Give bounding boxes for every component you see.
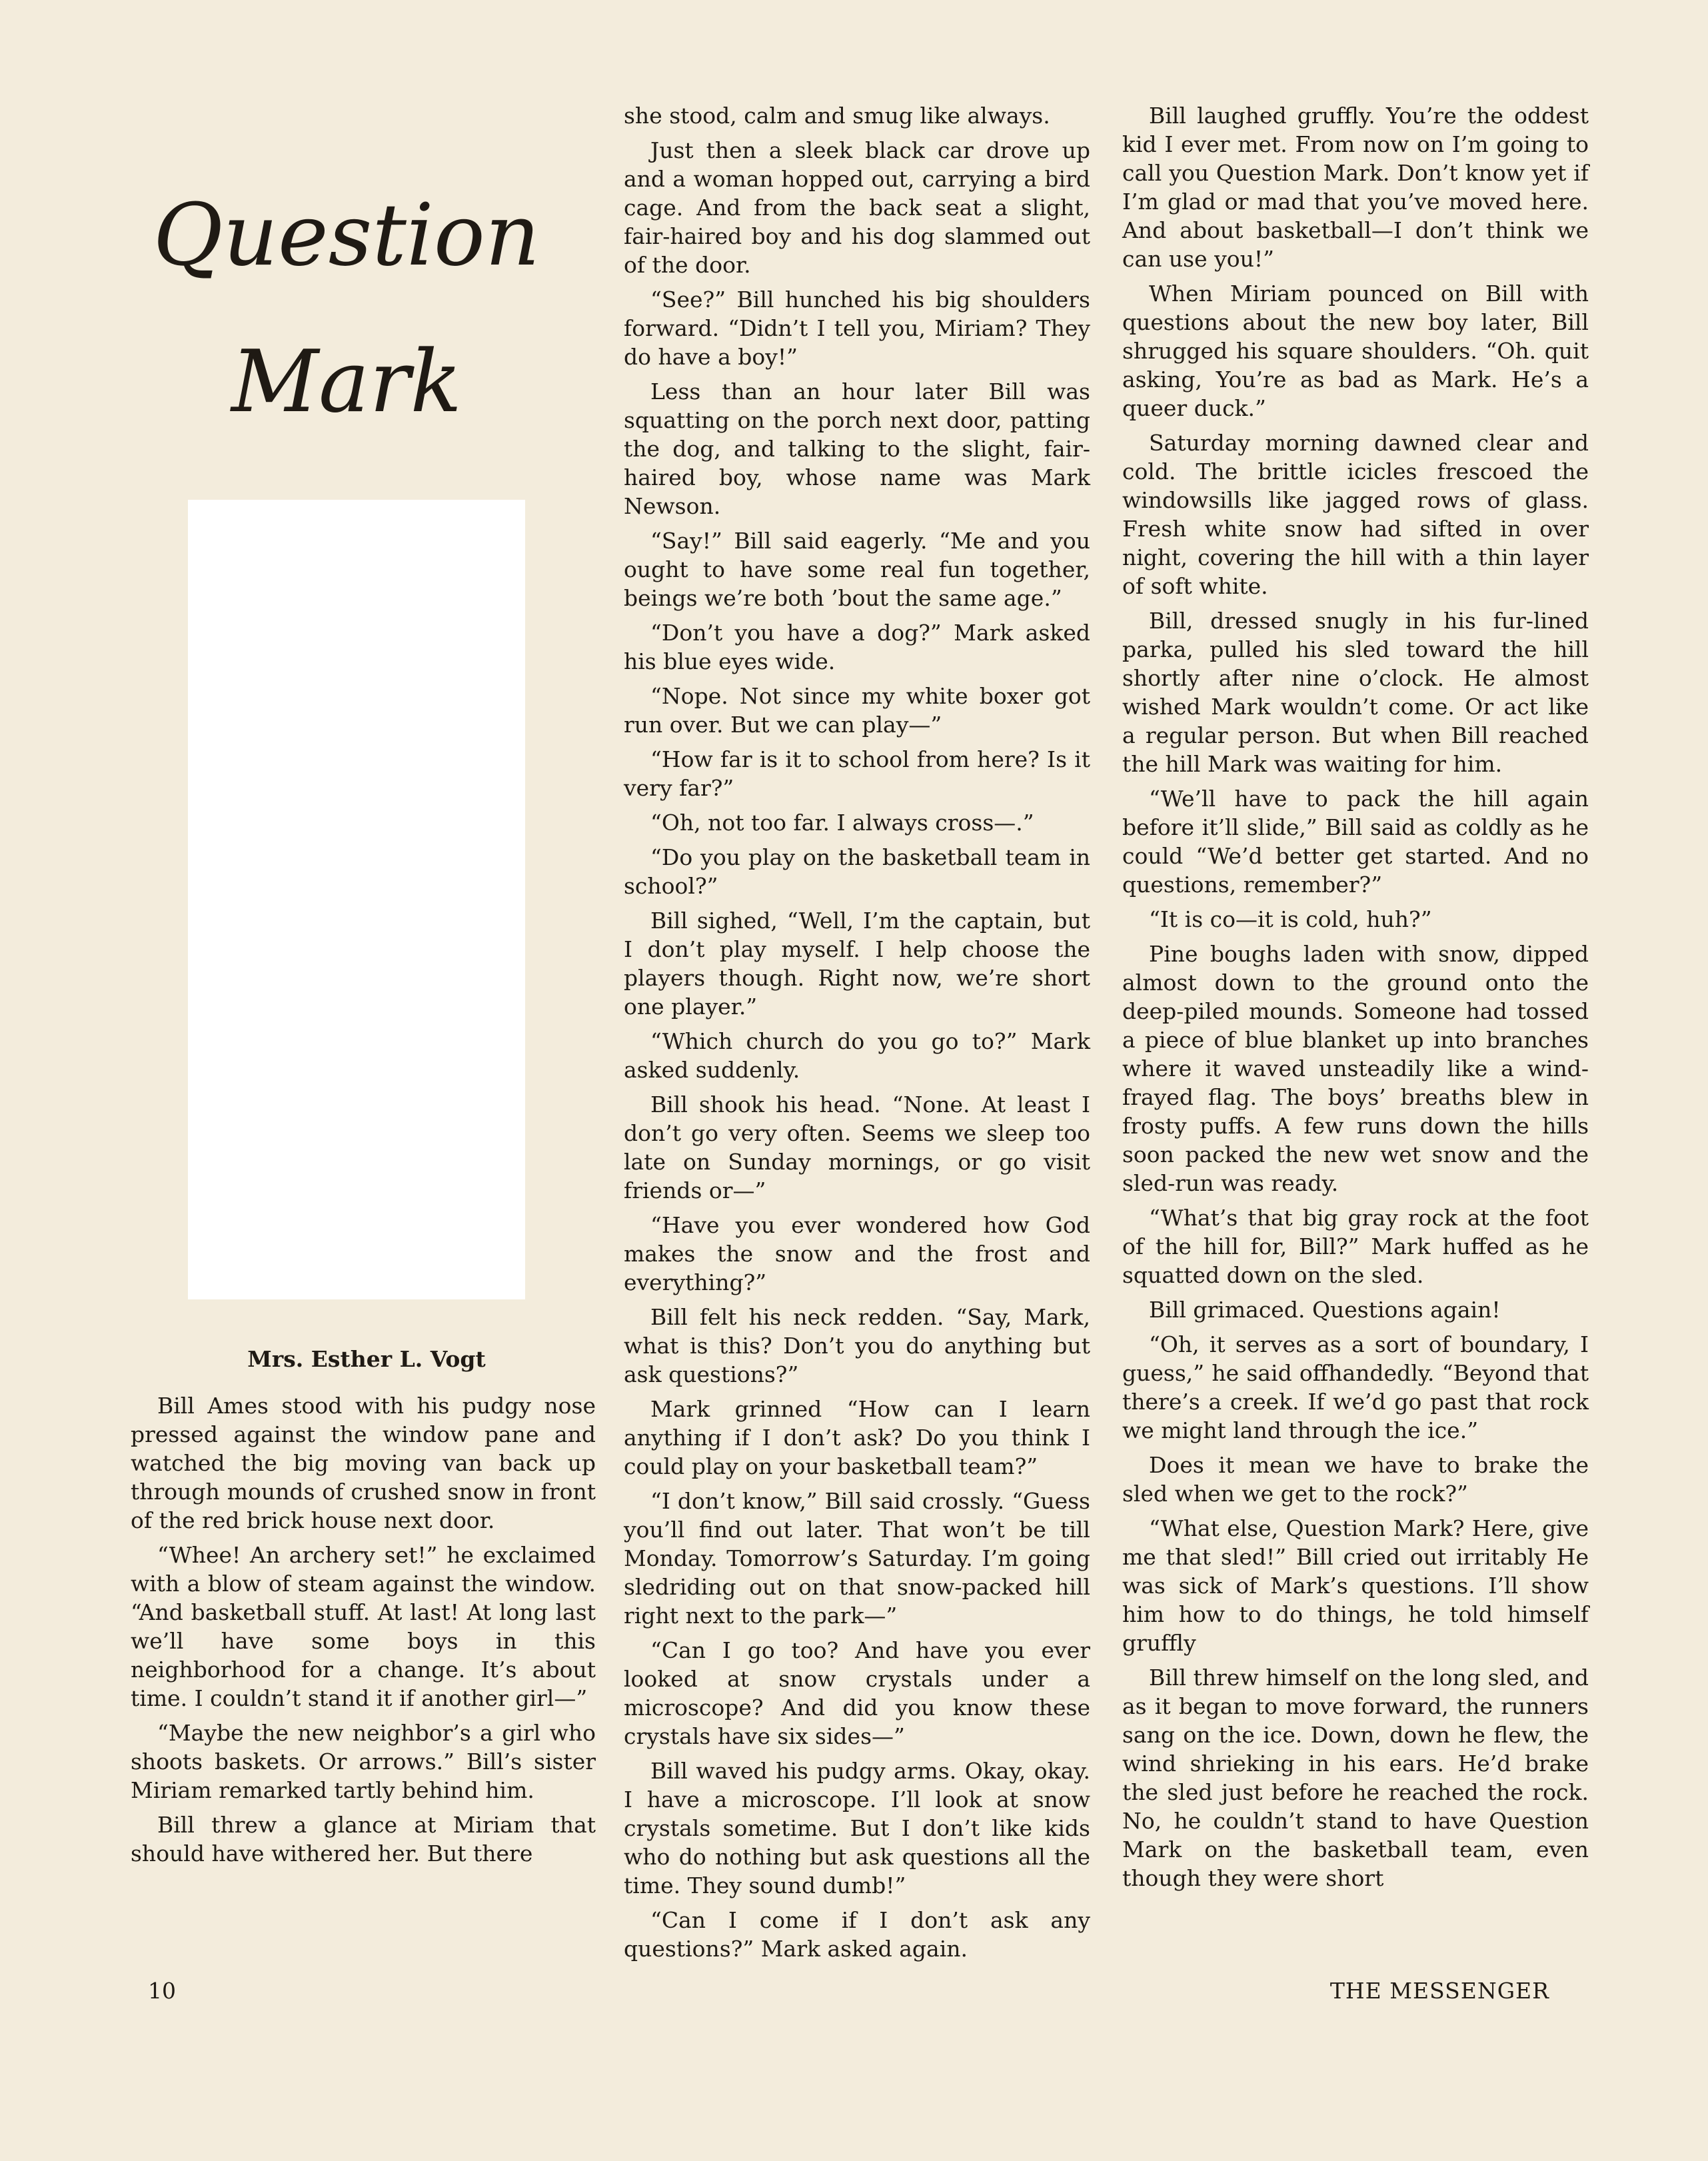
paragraph: “We’ll have to pack the hill again before it’ll slide,” Bill said as coldly as he could “We’d better get started. And no questions, remember?”	[1122, 786, 1589, 898]
paragraph: Bill laughed gruffly. You’re the oddest kid I ever met. From now on I’m going to call you Question Mark. Don’t know yet if I’m glad or mad that you’ve moved here. And about basketball—I don’t think we can use you!”	[1122, 103, 1589, 272]
paragraph: “Have you ever wondered how God makes the snow and the frost and everything?”	[624, 1212, 1090, 1295]
paragraph: Bill felt his neck redden. “Say, Mark, what is this? Don’t you do anything but ask questions?”	[624, 1304, 1090, 1387]
paragraph: “It is co—it is cold, huh?”	[1149, 906, 1432, 932]
redacted-photo	[188, 500, 525, 1299]
title-line-2: Mark	[231, 333, 462, 432]
paragraph: “What’s that big gray rock at the foot of the hill for, Bill?” Mark huffed as he squatted down on the sled.	[1122, 1205, 1589, 1288]
text-column-1	[131, 1391, 596, 1874]
paragraph: “See?” Bill hunched his big shoulders forward. “Didn’t I tell you, Miriam? They do have a boy!”	[624, 287, 1090, 370]
paragraph: Bill sighed, “Well, I’m the captain, but I don’t play myself. I help choose the players though. Right now, we’re short one player.”	[624, 908, 1090, 1020]
text-column-2	[624, 101, 1090, 1969]
paragraph: Bill threw a glance at Miriam that should have withered her. But there	[131, 1812, 596, 1866]
paragraph: Bill Ames stood with his pudgy nose pressed against the window pane and watched the big moving van back up through mounds of crushed snow in front of the red brick house next door.	[131, 1393, 596, 1533]
paragraph: “Do you play on the basketball team in school?”	[624, 844, 1090, 899]
paragraph: “Nope. Not since my white boxer got run over. But we can play—”	[624, 683, 1090, 738]
paragraph: she stood, calm and smug like always.	[624, 103, 1050, 129]
paragraph: “How far is it to school from here? Is it very far?”	[624, 746, 1090, 801]
paragraph: Pine boughs laden with snow, dipped almost down to the ground onto the deep-piled mounds. Someone had tossed a piece of blue blanket up into branches where it waved unsteadily like a wind-frayed flag. The boys’ breaths blew in frosty puffs. A few runs down the hills soon packed the new wet snow and the sled-run was ready.	[1122, 941, 1589, 1196]
paragraph: “Oh, not too far. I always cross—.”	[650, 810, 1034, 836]
paragraph: “What else, Question Mark? Here, give me that sled!” Bill cried out irritably He was sick of Mark’s questions. I’ll show him how to do things, he told himself gruffly	[1122, 1515, 1589, 1656]
publication-name: THE MESSENGER	[1329, 1978, 1549, 2004]
paragraph: Bill threw himself on the long sled, and as it began to move forward, the runners sang on the ice. Down, down he flew, the wind shrieking in his ears. He’d brake the sled just before he reached the rock. No, he couldn’t stand to have Question Mark on the basketball team, even though they were short	[1122, 1665, 1589, 1891]
author-byline: Mrs. Esther L. Vogt	[247, 1346, 486, 1372]
title-line-1: Question	[153, 186, 540, 285]
paragraph: Bill, dressed snugly in his fur-lined parka, pulled his sled toward the hill shortly after nine o’clock. He almost wished Mark wouldn’t come. Or act like a regular person. But when Bill reached the hill Mark was waiting for him.	[1122, 608, 1589, 777]
paragraph: Bill shook his head. “None. At least I don’t go very often. Seems we sleep too late on Sunday mornings, or go visit friends or—”	[624, 1091, 1090, 1203]
paragraph: “Can I go too? And have you ever looked at snow crystals under a microscope? And did you know these crystals have six sides—”	[624, 1637, 1090, 1749]
text-column-3	[1122, 101, 1589, 1898]
paragraph: “Don’t you have a dog?” Mark asked his blue eyes wide.	[624, 620, 1090, 674]
paragraph: “Whee! An archery set!” he exclaimed with a blow of steam against the window. “And basketball stuff. At last! At long last we’ll have some boys in this neighborhood for a change. It’s about time. I couldn’t stand it if another girl—”	[131, 1542, 596, 1711]
paragraph: Just then a sleek black car drove up and a woman hopped out, carrying a bird cage. And from the back seat a slight, fair-haired boy and his dog slammed out of the door.	[624, 137, 1090, 278]
paragraph: “Can I come if I don’t ask any questions?” Mark asked again.	[624, 1907, 1090, 1962]
paragraph: Bill waved his pudgy arms. Okay, okay. I have a microscope. I’ll look at snow crystals sometime. But I don’t like kids who do nothing but ask questions all the time. They sound dumb!”	[624, 1758, 1090, 1898]
paragraph: Does it mean we have to brake the sled when we get to the rock?”	[1122, 1452, 1589, 1507]
paragraph: When Miriam pounced on Bill with questions about the new boy later, Bill shrugged his square shoulders. “Oh. quit asking, You’re as bad as Mark. He’s a queer duck.”	[1122, 281, 1589, 421]
paragraph: Saturday morning dawned clear and cold. The brittle icicles frescoed the windowsills like jagged rows of glass. Fresh white snow had sifted in over night, covering the hill with a thin layer of soft white.	[1122, 430, 1589, 599]
paragraph: “I don’t know,” Bill said crossly. “Guess you’ll find out later. That won’t be till Monday. Tomorrow’s Saturday. I’m going sledriding out on that snow-packed hill right next to the park—”	[624, 1488, 1090, 1629]
paragraph: “Say!” Bill said eagerly. “Me and you ought to have some real fun together, beings we’re both ’bout the same age.”	[624, 528, 1090, 611]
paragraph: Bill grimaced. Questions again!	[1149, 1297, 1501, 1323]
paragraph: “Which church do you go to?” Mark asked suddenly.	[624, 1028, 1090, 1083]
paragraph: Less than an hour later Bill was squatting on the porch next door, patting the dog, and talking to the slight, fair-haired boy, whose name was Mark Newson.	[624, 378, 1090, 519]
page-number: 10	[148, 1978, 176, 2004]
paragraph: “Maybe the new neighbor’s a girl who shoots baskets. Or arrows.” Bill’s sister Miriam remarked tartly behind him.	[131, 1720, 596, 1803]
paragraph: “Oh, it serves as a sort of boundary, I guess,” he said offhandedly. “Beyond that there’s a creek. If we’d go past that rock we might land through the ice.”	[1122, 1331, 1589, 1443]
paragraph: Mark grinned “How can I learn anything if I don’t ask? Do you think I could play on your basketball team?”	[624, 1396, 1090, 1479]
